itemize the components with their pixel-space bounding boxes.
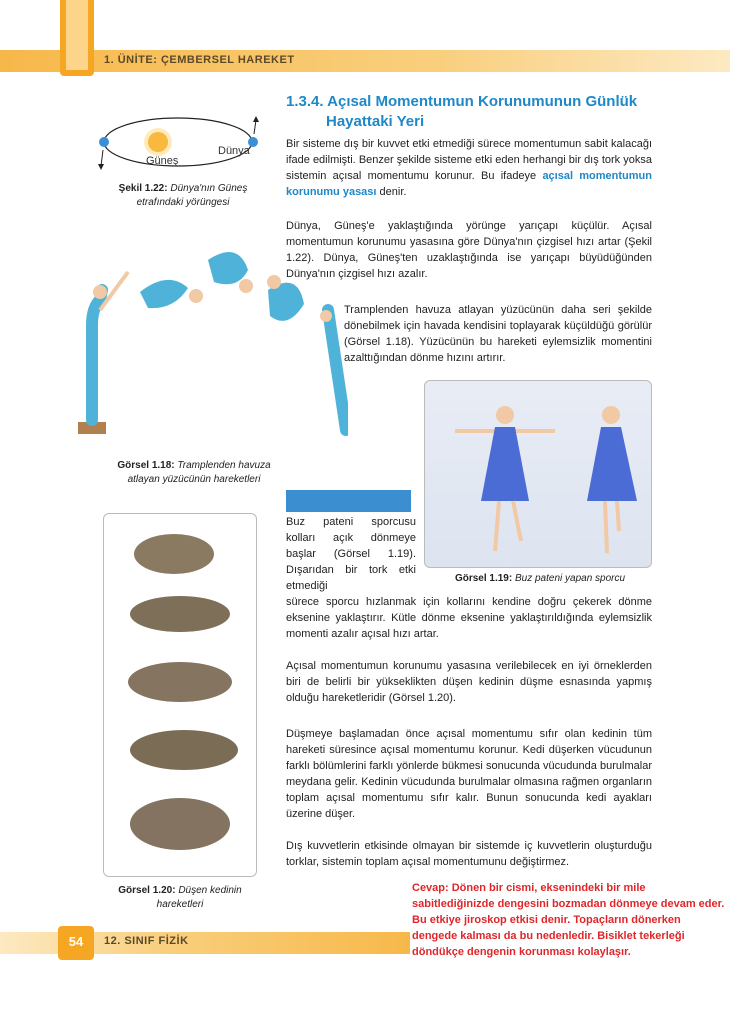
caption-text: Buz pateni yapan sporcu (514, 573, 626, 584)
cat-figures (104, 514, 256, 876)
falling-cat-image (103, 513, 257, 877)
earth-label: Dünya (218, 145, 250, 157)
paragraph-1-text: Bir sisteme dış bir kuvvet etki etmediği sürece momentumun sabit kalacağı ifade edilmişti. Benzer şekilde sisteme etki eden herhangi bir dış tork yoksa sistemin açısal momentumu korunur. Bu ifadeye (286, 138, 652, 182)
diver-tuck (208, 252, 248, 284)
diver-pike (140, 280, 188, 308)
paragraph-6: Düşmeye başlamadan önce açısal momentumu sıfır olan kedinin tüm hareketi süresince açısal momentumu korunur. Kedi düşerken vücudunun farklı bölümlerini farklı yönlerde bükmesi sonucunda vücudunda burulmalar meydana gelir. Kedinin vücudunda burulmalar olmasına rağmen organların toplam açısal momentumu sıfır kalır. Bunun sonucunda kedi ayakları üzerine düşer. (286, 728, 652, 820)
cat-pose-4 (130, 730, 238, 770)
paragraph-1-end: denir. (376, 186, 407, 198)
paragraph-4-top: Buz pateni sporcusu kolları açık dönmeye başlar (Görsel 1.19). Dışarıdan bir tork etki etmediği (286, 516, 416, 592)
caption-text: Düşen kedinin hareketleri (156, 885, 242, 910)
caption-gorsel-1-20 (104, 884, 256, 912)
skater-image (424, 380, 652, 568)
skater-arms-closed (587, 427, 637, 501)
velocity-arrow-right (254, 120, 256, 134)
orbit-figure (96, 106, 266, 178)
caption-sekil-1-22 (108, 182, 258, 210)
paragraph-4-rest: sürece sporcu hızlanmak için kollarını kendine doğru çekerek dönme eksenine yaklaştırır. Kütle dönme eksenine yaklaştırıldığında eylemsizlik momenti azalır açısal hızı artar. (286, 596, 652, 640)
pool-water (286, 490, 411, 512)
section-title-line1: 1.3.4. Açısal Momentumun Korunumunun Günlük (286, 93, 638, 110)
paragraph-5: Açısal momentumun korunumu yasasına verilebilecek en iyi örneklerden biri de belirli bir yükseklikten düşen kedinin düşme esnasında yapmış olduğu hareketleridir (Görsel 1.20). (286, 660, 652, 704)
caption-label: Görsel 1.19: (454, 573, 513, 584)
earth-icon-left (99, 137, 109, 147)
section-title (286, 92, 686, 132)
paragraph-1 (286, 136, 652, 200)
caption-label: Şekil 1.22: (118, 183, 168, 194)
answer-note: Cevap: Dönen bir cismi, eksenindeki bir mile sabitlediğinizde dengesini bozmadan dönmeye devam eder. Bu etkiye jiroskop etkisi denir. Topaçların dönerken dengede kalması da bu nedenledir. Bisiklet tekerleği döndükçe dengenin korunması kolaylaşır. (412, 882, 725, 958)
skater-figures (425, 381, 651, 567)
header-tab-inner (66, 0, 88, 70)
cat-pose-2 (130, 596, 230, 632)
caption-text: Dünya'nın Güneş etrafındaki yörüngesi (136, 183, 248, 208)
caption-gorsel-1-18 (104, 459, 284, 487)
caption-label: Görsel 1.18: (117, 460, 175, 471)
unit-title: 1. ÜNİTE: ÇEMBERSEL HAREKET (104, 54, 295, 66)
velocity-arrow-left (101, 150, 103, 166)
page-number: 54 (68, 934, 84, 949)
skater-arms-open (481, 427, 529, 501)
caption-text: Tramplenden havuza atlayan yüzücünün hareketleri (127, 460, 271, 485)
paragraph-3: Tramplenden havuza atlayan yüzücünün daha seri şekilde dönebilmek için havada kendisini toplayarak küçüldüğü görülür (Görsel 1.18). Yüzücünün bu hareketi eylemsizlik momentini azalttığından dönme hızını artırır. (344, 304, 652, 364)
cat-pose-1 (134, 534, 214, 574)
sun-label: Güneş (146, 155, 179, 167)
cat-pose-5 (130, 798, 230, 850)
caption-gorsel-1-19 (430, 572, 650, 586)
paragraph-7: Dış kuvvetlerin etkisinde olmayan bir sistemde iç kuvvetlerin oluşturduğu torklar, sistemin toplam açısal momentumunu değiştirmez. (286, 840, 652, 868)
conservation-law-highlight: açısal momentumun korunumu yasası (286, 170, 652, 198)
cat-pose-3 (128, 662, 232, 702)
section-title-line2: Hayattaki Yeri (326, 113, 425, 130)
diver-illustration (78, 230, 348, 440)
paragraph-2: Dünya, Güneş'e yaklaştığında yörünge yarıçapı küçülür. Açısal momentumun korunumu yasasına göre Dünya'nın çizgisel hızı artar (Şekil 1.22). Dünya, Güneş'ten uzaklaştığında ise yarıçapı büyüdüğünden Dünya'nın çizgisel hızı azalır. (286, 220, 652, 280)
book-title: 12. SINIF FİZİK (104, 935, 189, 947)
caption-label: Görsel 1.20: (118, 885, 176, 896)
diver-entry (328, 310, 346, 430)
